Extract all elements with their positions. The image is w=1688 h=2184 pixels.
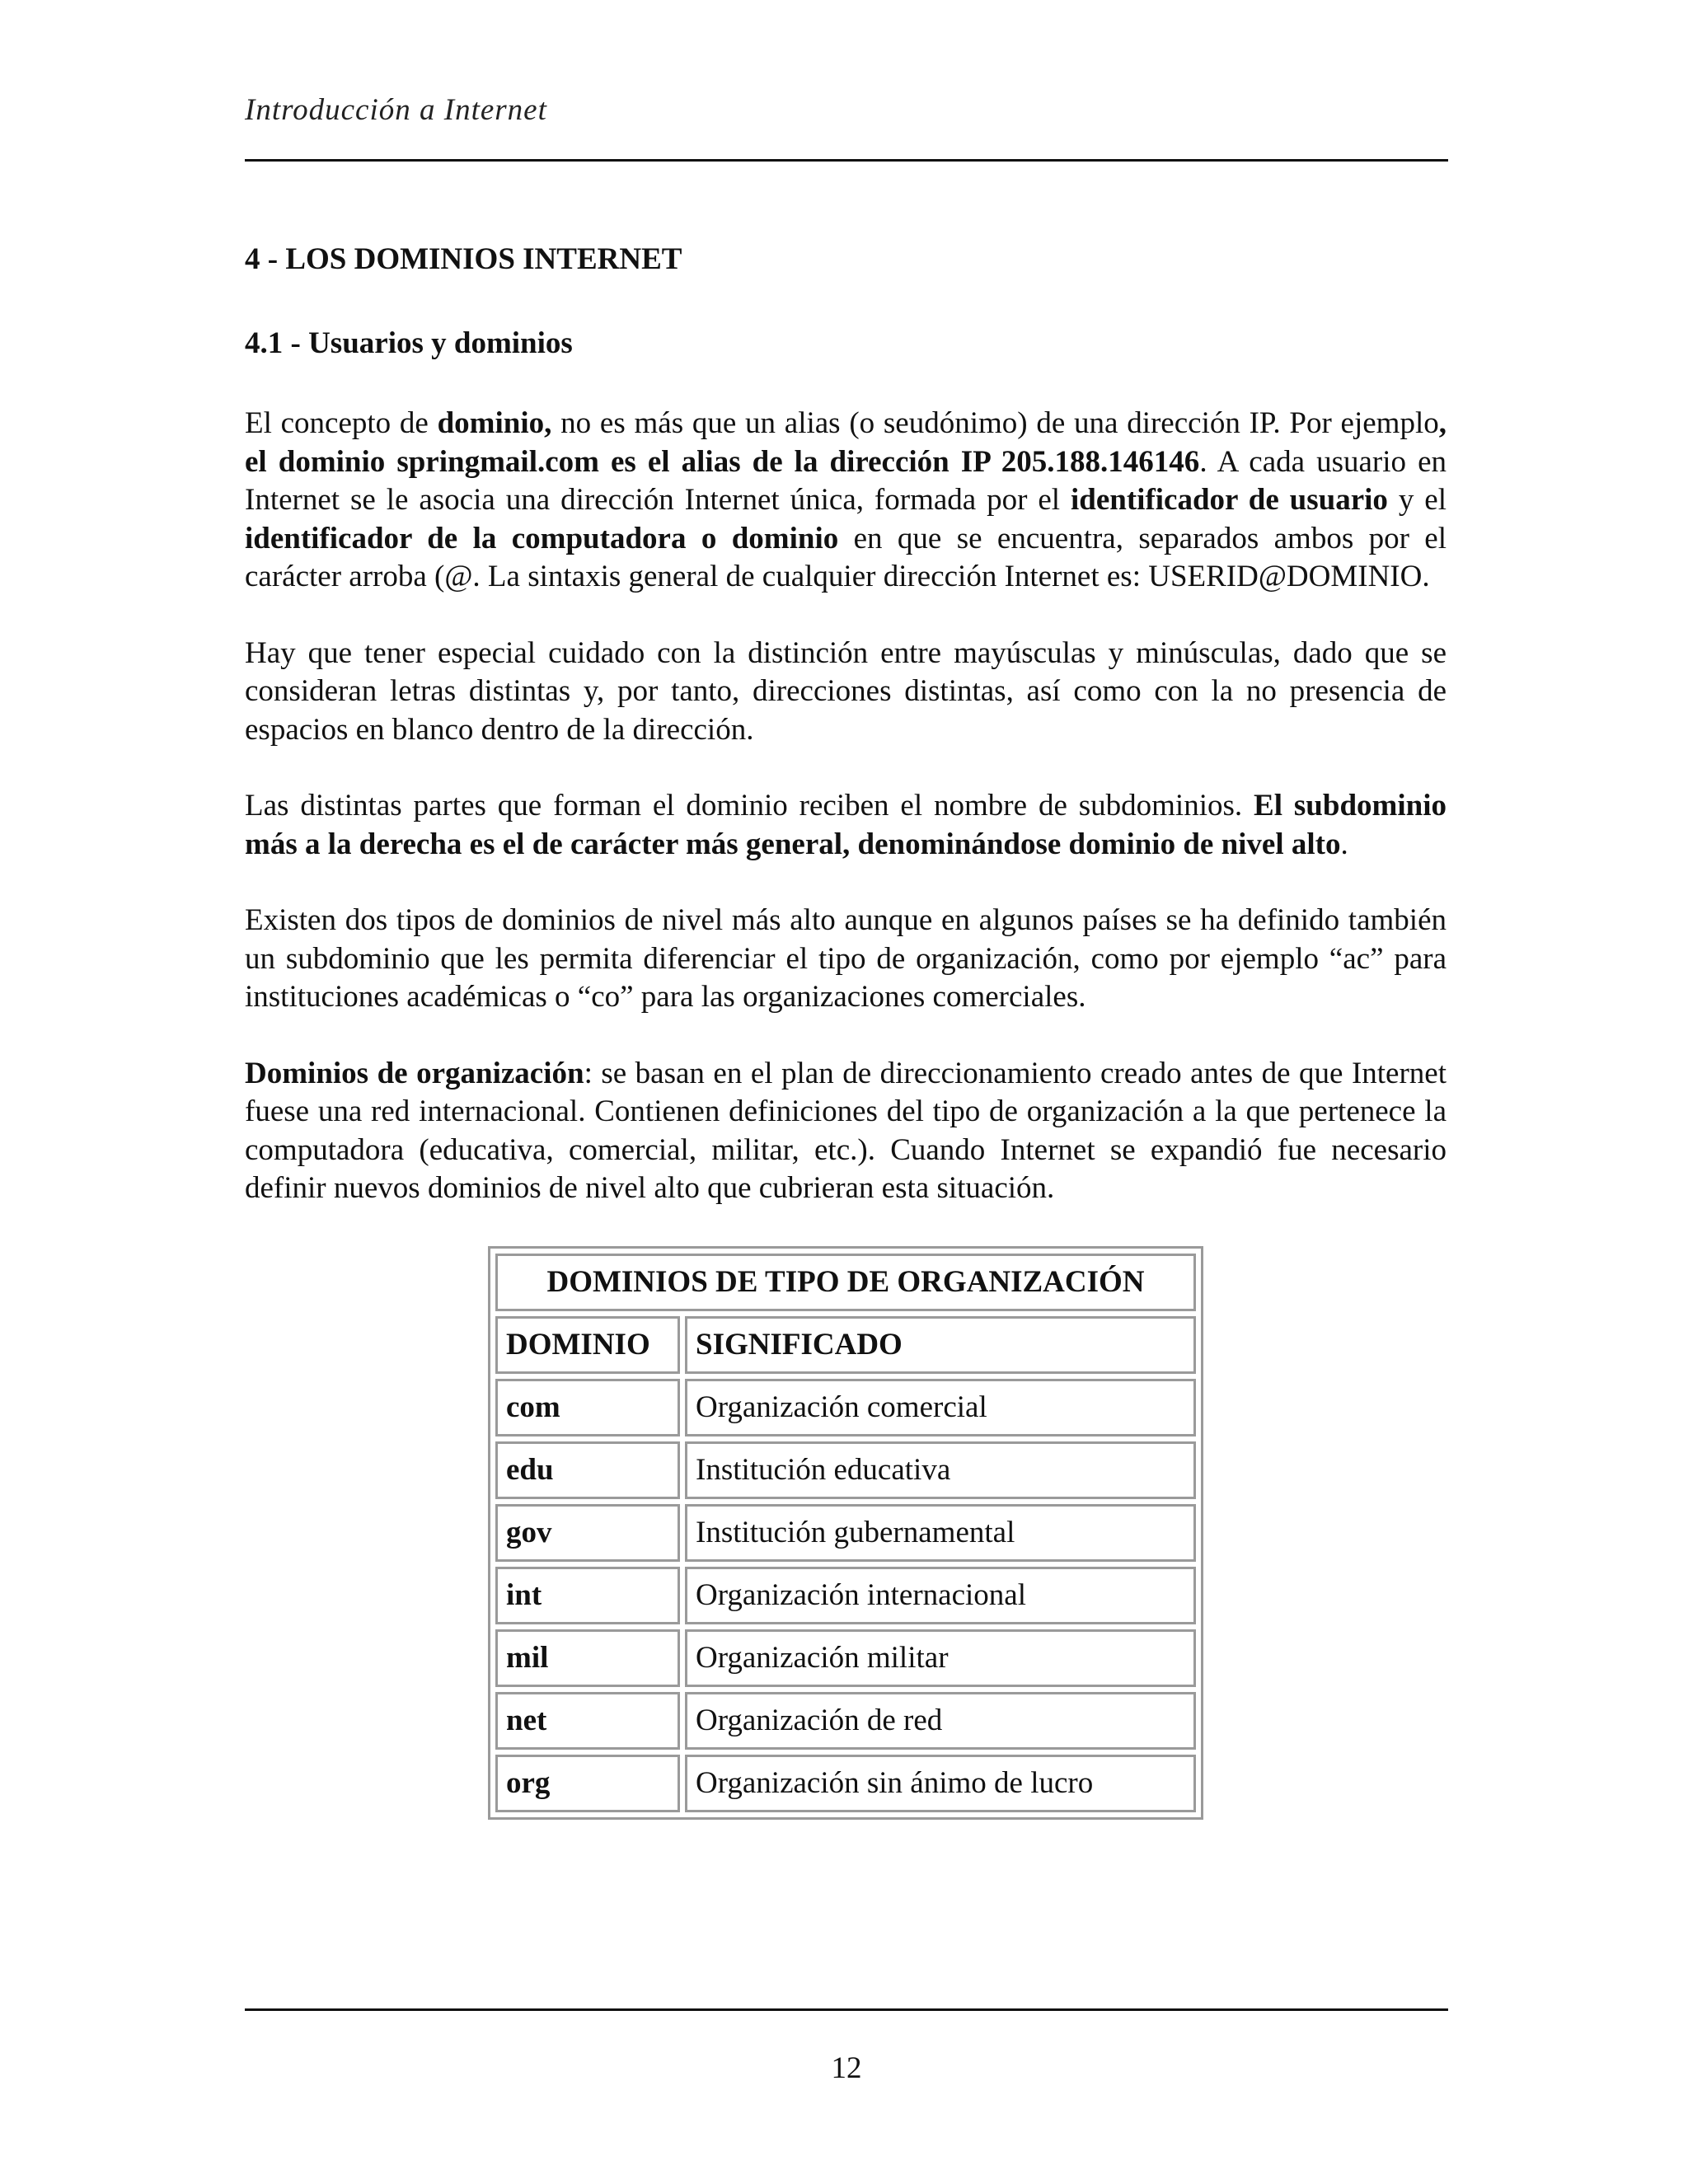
page-number: 12: [831, 2051, 862, 2085]
header-rule: [245, 159, 1448, 162]
column-header-meaning: SIGNIFICADO: [685, 1316, 1196, 1374]
paragraph-domain-concept: [245, 405, 1447, 597]
bold-text: dominio,: [437, 406, 552, 440]
domain-meaning-cell: Institución gubernamental: [685, 1504, 1196, 1562]
domain-meaning-cell: Organización sin ánimo de lucro: [685, 1755, 1196, 1812]
text-run: Existen dos tipos de dominios de nivel más alto aunque en algunos países se ha definido también un subdominio que les permita diferenciar el tipo de organización, como por ejemplo “ac” para instituciones académicas o “co” para las organizaciones comerciales.: [245, 903, 1447, 1014]
domain-code-cell: mil: [495, 1629, 680, 1687]
document-page: [245, 0, 1448, 2184]
domain-meaning-cell: Organización comercial: [685, 1379, 1196, 1436]
text-run: . A cada usuario en Internet se le asocia una dirección Internet única, formada por el: [245, 444, 1447, 517]
domain-code-cell: net: [495, 1692, 680, 1750]
bold-text: , el dominio springmail.com es el alias de la dirección IP 205.188.146146: [245, 406, 1447, 479]
text-run: y el: [1387, 483, 1447, 517]
table-header-row: [495, 1316, 1196, 1374]
running-header: Introducción a Internet: [245, 93, 547, 127]
text-run: El concepto de: [245, 406, 438, 440]
domain-code-cell: com: [495, 1379, 680, 1436]
table-body: [495, 1379, 1196, 1812]
domain-meaning-cell: Organización militar: [685, 1629, 1196, 1687]
paragraph-domain-types: [245, 902, 1447, 1017]
text-run: .: [1340, 827, 1348, 861]
domain-meaning-cell: Organización de red: [685, 1692, 1196, 1750]
text-run: Hay que tener especial cuidado con la distinción entre mayúsculas y minúsculas, dado que se consideran letras distintas y, por tanto, direcciones distintas, así como con la no presencia de espacios en blanco dentro de la dirección.: [245, 635, 1447, 747]
domain-meaning-cell: Institución educativa: [685, 1441, 1196, 1499]
bold-text: Dominios de organización: [245, 1056, 584, 1090]
bold-text: identificador de la computadora o dominio: [245, 521, 839, 555]
table-row: [495, 1567, 1196, 1624]
text-run: : se basan en el plan de direccionamiento creado antes de que Internet fuese una red internacional. Contienen definiciones del tipo de organización a la que pertenece la computadora (educativa, comercial, militar, etc.). Cuando Internet se expandió fue necesario definir nuevos dominios de nivel alto que cubrieran esta situación.: [245, 1056, 1447, 1205]
page-content: [245, 237, 1447, 1820]
text-run: no es más que un alias (o seudónimo) de una dirección IP. Por ejemplo: [551, 406, 1439, 440]
table-row: [495, 1379, 1196, 1436]
table-row: [495, 1629, 1196, 1687]
paragraph-organization-domains: [245, 1055, 1447, 1208]
domain-code-cell: gov: [495, 1504, 680, 1562]
organization-domains-table: [488, 1246, 1203, 1820]
domain-code-cell: edu: [495, 1441, 680, 1499]
table-row: [495, 1504, 1196, 1562]
subsection-title: 4.1 - Usuarios y dominios: [245, 326, 573, 360]
bold-text: identificador de usuario: [1071, 483, 1388, 517]
text-run: Las distintas partes que forman el dominio reciben el nombre de subdominios.: [245, 789, 1254, 823]
text-run: en que se encuentra, separados ambos por el carácter arroba (@. La sintaxis general de cualquier dirección Internet es: USERID@DOMINIO.: [245, 521, 1447, 593]
table-container: [245, 1246, 1447, 1820]
section-title: 4 - LOS DOMINIOS INTERNET: [245, 242, 682, 276]
bold-text: El subdominio más a la derecha es el de carácter más general, denominándose dominio de nivel alto: [245, 789, 1447, 861]
paragraph-subdomains: [245, 787, 1447, 864]
table-title: DOMINIOS DE TIPO DE ORGANIZACIÓN: [495, 1254, 1196, 1311]
footer-rule: [245, 2008, 1448, 2011]
table-row: [495, 1692, 1196, 1750]
domain-meaning-cell: Organización internacional: [685, 1567, 1196, 1624]
table-row: [495, 1755, 1196, 1812]
domain-code-cell: org: [495, 1755, 680, 1812]
table-title-row: [495, 1254, 1196, 1311]
table-row: [495, 1441, 1196, 1499]
domain-code-cell: int: [495, 1567, 680, 1624]
column-header-domain: DOMINIO: [495, 1316, 680, 1374]
paragraph-case-sensitivity: [245, 635, 1447, 750]
